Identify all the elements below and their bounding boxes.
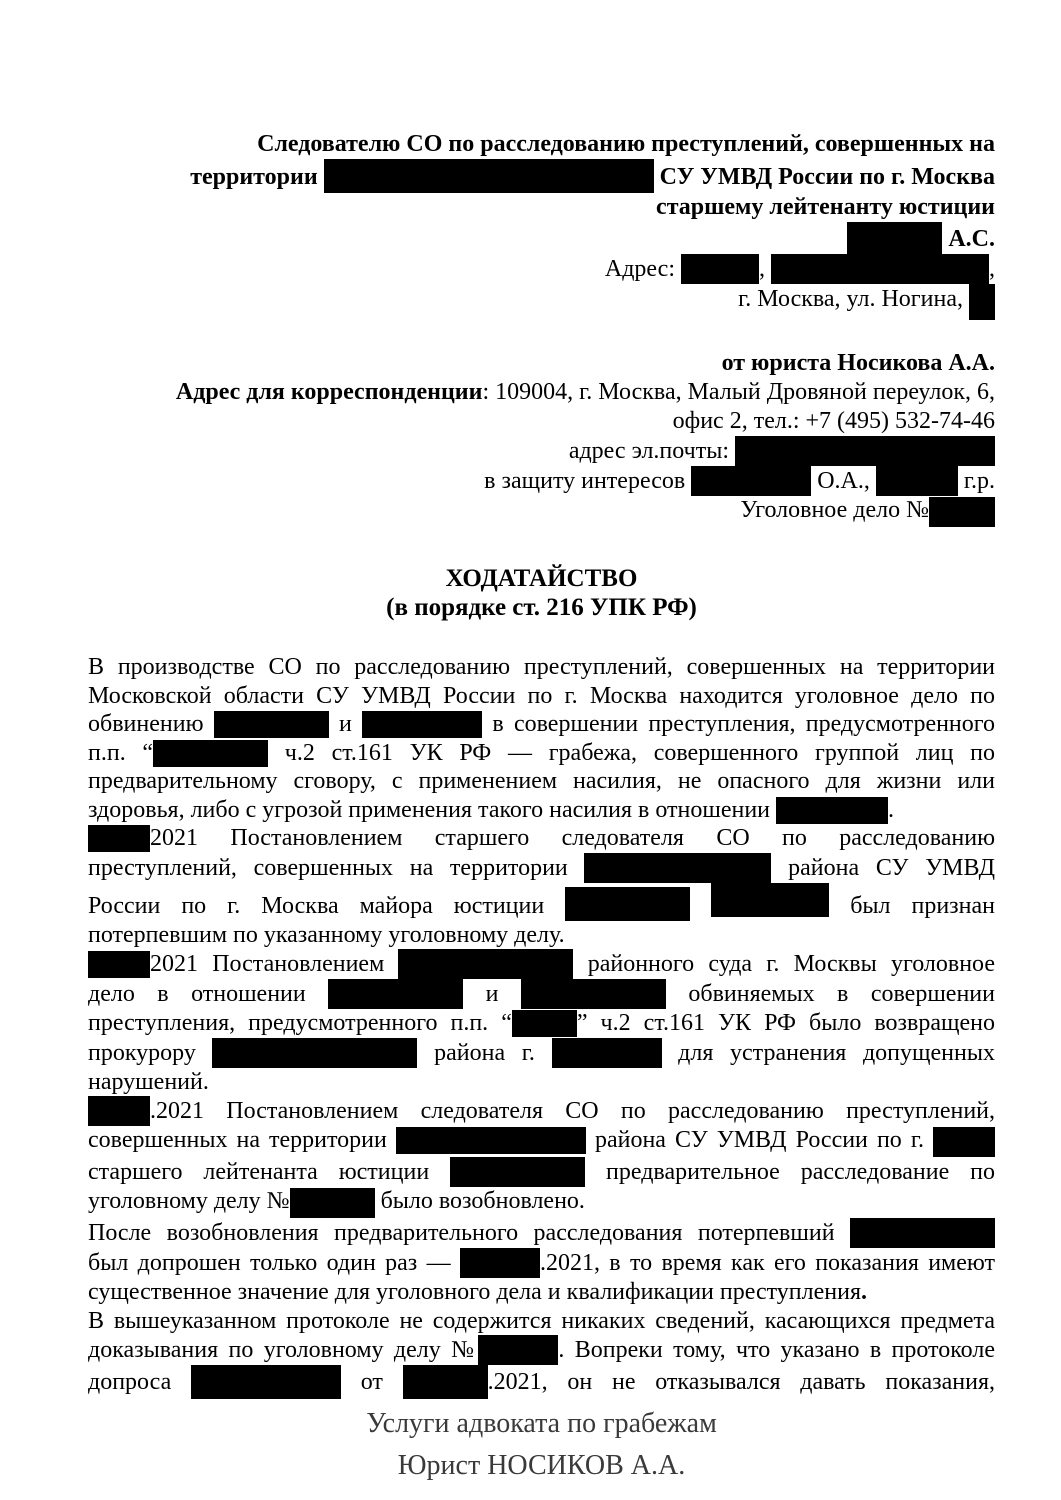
petition-body [88, 653, 995, 1399]
text: и [463, 981, 521, 1007]
recipient-header [88, 130, 995, 527]
text: для устранения допущенных [661, 1039, 995, 1066]
text-line [88, 1009, 995, 1038]
text: преступления, предусмотренного п.п. “ [88, 1010, 512, 1036]
text-line [88, 193, 995, 222]
text: допроса [88, 1369, 191, 1395]
redaction-box [711, 883, 829, 917]
text-line [88, 1278, 995, 1307]
text: доказывания по уголовному делу № [88, 1337, 479, 1363]
text: , [989, 256, 995, 282]
text: г.р. [957, 468, 995, 494]
text-line [88, 284, 995, 320]
text: района СУ УМВД [771, 854, 995, 881]
paragraph-investigation-resumed [88, 1096, 995, 1218]
text: 2021 Постановлением старшего следователя СО по расследованию [150, 825, 995, 851]
text-line [88, 222, 995, 254]
text-line [88, 1218, 995, 1248]
text-line [88, 1126, 995, 1157]
redaction-box [552, 1038, 662, 1068]
text: потерпевшим по указанному уголовному делу. [88, 921, 565, 948]
redaction-box [478, 1335, 558, 1365]
text-line [88, 921, 995, 950]
redaction-box [691, 466, 811, 496]
text-line [88, 796, 995, 825]
redaction-box [398, 949, 573, 979]
text-line [88, 407, 995, 436]
text: в защиту интересов [484, 468, 692, 494]
redaction-box [88, 825, 150, 852]
redaction-box [933, 1127, 995, 1157]
text-line [88, 496, 995, 527]
text: старшего лейтенанта юстиции [88, 1159, 451, 1185]
text-line [88, 949, 995, 979]
paragraph-interrogation [88, 1218, 995, 1307]
text-line [88, 979, 995, 1009]
text-line [88, 1068, 995, 1097]
text: и [328, 711, 363, 737]
text-line [88, 1445, 995, 1487]
text-line [88, 824, 995, 853]
text: предварительному сговору, с применением насилия, не опасного для жизни или [88, 768, 995, 794]
bold-text: СУ УМВД России по г. Москва [653, 164, 995, 190]
paragraph-court-return [88, 949, 995, 1096]
bold-text: территории [190, 164, 324, 190]
text: нарушений. [88, 1068, 209, 1095]
redaction-box [584, 853, 771, 883]
text-line [88, 883, 995, 921]
text: Адрес: [604, 256, 681, 282]
text-line [88, 594, 995, 623]
text: района СУ УМВД России по г. [585, 1127, 934, 1153]
redaction-box [88, 951, 150, 978]
footer-watermark [88, 1403, 995, 1487]
text: обвинению [88, 711, 214, 737]
redaction-box [88, 1096, 150, 1126]
text-line [88, 1157, 995, 1187]
redaction-box [450, 1157, 585, 1187]
text-line [88, 767, 995, 796]
text: Московской области СУ УМВД России по г. Москва находится уголовное дело по [88, 682, 995, 709]
text-line [88, 320, 995, 349]
text: В вышеуказанном протоколе не содержится никаких сведений, касающихся предмета [88, 1307, 995, 1334]
redaction-box [850, 1218, 995, 1248]
text: .2021, он не отказывался давать показания, [487, 1369, 996, 1395]
redaction-box [876, 466, 958, 496]
text-line [88, 254, 995, 284]
redaction-box [735, 436, 995, 466]
text: 2021 Постановлением [150, 951, 399, 977]
redaction-box [771, 254, 989, 284]
text-line [88, 710, 995, 739]
text-line [88, 1187, 995, 1218]
text: был признан [829, 892, 996, 919]
redaction-box [403, 1365, 488, 1399]
paragraph-case-intro [88, 653, 995, 824]
text: Уголовное дело № [740, 497, 929, 523]
text: дело в отношении [88, 981, 329, 1007]
bold-text: старшему лейтенанту юстиции [656, 194, 995, 220]
text: офис 2, тел.: +7 (495) 532-74-46 [672, 408, 995, 434]
redaction-box [212, 1038, 417, 1068]
text: обвиняемых в совершении [665, 981, 995, 1007]
text: районного суда г. Москвы уголовное [573, 951, 996, 977]
text [690, 893, 711, 919]
text: Юрист НОСИКОВ А.А. [397, 1450, 686, 1481]
bold-text: Следователю СО по расследованию преступлений, совершенных на [257, 131, 995, 157]
text-line [88, 1248, 995, 1278]
redaction-box [681, 254, 759, 284]
redaction-box [776, 797, 888, 824]
redaction-box [396, 1127, 586, 1154]
text: ” ч.2 ст.161 УК РФ было возвращено [576, 1010, 995, 1036]
text: п.п. “ [88, 739, 154, 766]
text-line [88, 1096, 995, 1126]
text: России по г. Москва майора юстиции [88, 892, 566, 919]
text-line [88, 349, 995, 378]
text: ч.2 ст.161 УК РФ — грабежа, совершенного группой лиц по [268, 739, 995, 766]
text: . Вопреки тому, что указано в протоколе [558, 1337, 995, 1363]
text: от [341, 1369, 403, 1395]
text: .2021, в то время как его показания имеют [539, 1250, 995, 1276]
redaction-box [460, 1248, 540, 1278]
text: предварительное расследование по [585, 1159, 995, 1185]
petition-title-block [88, 565, 995, 622]
text-line [88, 436, 995, 466]
bold-text: А.С. [942, 226, 995, 252]
text: уголовному делу № [88, 1188, 290, 1214]
redaction-box [969, 284, 995, 320]
text: : 109004, г. Москва, Малый Дровяной переулок, 6, [482, 379, 995, 405]
redaction-box [153, 740, 268, 767]
text: . [888, 796, 895, 823]
text: существенное значение для уголовного дела и квалификации преступления [88, 1279, 862, 1305]
redaction-box [512, 1010, 577, 1037]
redaction-box [929, 497, 995, 527]
text: г. Москва, ул. Ногина, [738, 286, 969, 312]
text: было возобновлено. [374, 1188, 585, 1214]
redaction-box [362, 711, 482, 738]
text: , [759, 256, 771, 282]
redaction-box [290, 1188, 375, 1218]
redaction-box [565, 887, 690, 921]
text-line [88, 466, 995, 496]
text: в совершении преступления, предусмотренного [482, 711, 996, 737]
text: преступлений, совершенных на территории [88, 854, 585, 881]
bold-text: (в порядке ст. 216 УПК РФ) [386, 593, 697, 621]
text: О.А., [811, 468, 876, 494]
bold-text: . [861, 1279, 868, 1305]
text: здоровья, либо с угрозой применения такого насилия в отношении [88, 796, 777, 823]
redaction-box [214, 711, 329, 738]
bold-text: ХОДАТАЙСТВО [445, 565, 638, 592]
paragraph-victim-recognition [88, 824, 995, 949]
text-line [88, 1038, 995, 1068]
text-line [88, 378, 995, 407]
text: В производстве СО по расследованию преступлений, совершенных на территории [88, 654, 995, 680]
redaction-box [847, 222, 942, 254]
text-line [88, 565, 995, 594]
text: прокурору [88, 1039, 213, 1066]
text-line [88, 653, 995, 682]
text-line [88, 1307, 995, 1336]
text-line [88, 1335, 995, 1365]
text-line [88, 159, 995, 193]
text-line [88, 853, 995, 883]
text-line [88, 739, 995, 768]
bold-text: от юриста Носикова А.А. [721, 350, 995, 376]
redaction-box [328, 979, 463, 1009]
bold-text: Адрес для корреспонденции [175, 379, 483, 405]
redaction-box [191, 1365, 341, 1399]
text: района г. [417, 1039, 552, 1066]
paragraph-protocol [88, 1307, 995, 1400]
text-line [88, 130, 995, 159]
text-line [88, 682, 995, 711]
text-line [88, 1365, 995, 1399]
redaction-box [521, 979, 666, 1009]
text: .2021 Постановлением следователя СО по расследованию преступлений, [150, 1098, 995, 1124]
text: адрес эл.почты: [568, 438, 735, 464]
text: Услуги адвоката по грабежам [366, 1408, 717, 1439]
text: был допрошен только один раз — [88, 1250, 460, 1276]
text: После возобновления предварительного расследования потерпевший [88, 1220, 850, 1246]
redaction-box [324, 159, 654, 193]
text-line [88, 1403, 995, 1445]
text: совершенных на территории [88, 1127, 396, 1153]
